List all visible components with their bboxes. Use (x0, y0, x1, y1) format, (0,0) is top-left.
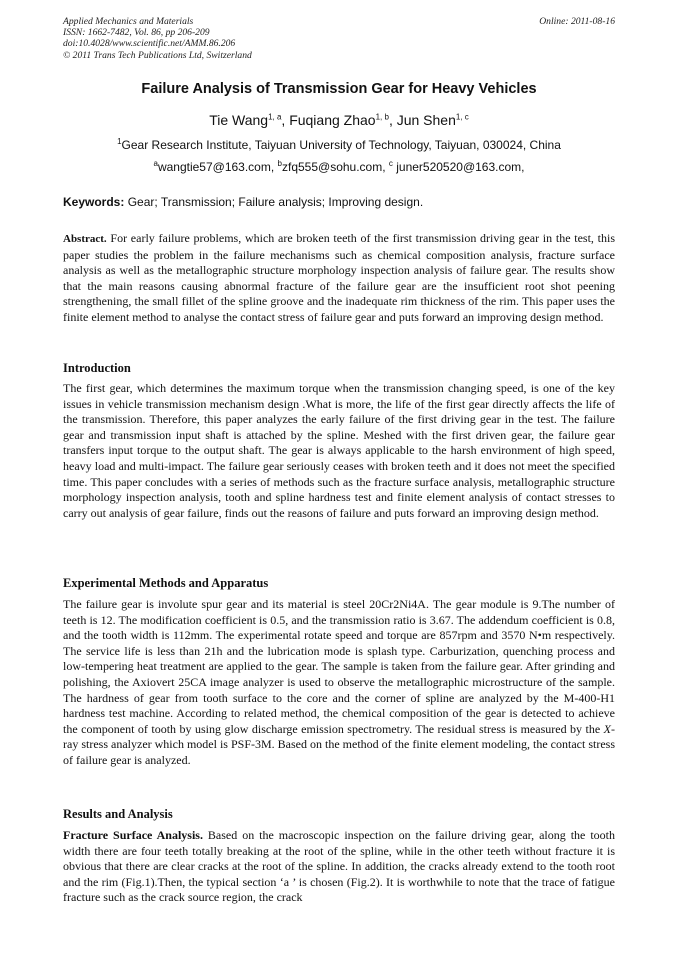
email-address: zfq555@sohu.com, (281, 160, 389, 174)
email-list (0, 160, 678, 174)
results-body (63, 828, 615, 906)
experimental-text: -ray stress analyzer which model is PSF-3M. Based on the method of the finite element modeling, the contact stress of failure gear is analyzed. (63, 721, 615, 767)
results-heading: Results and Analysis (63, 807, 173, 821)
fracture-subheading: Fracture Surface Analysis. (63, 828, 203, 842)
results-text: Based on the macroscopic inspection on the failure driving gear, along the tooth width there are four teeth totally breaking at the root of the spline, while in the other teeth without fracture it is obvious that there are clear cracks at the root of the spline. In addition, the cracks already extend to the tooth root and the rim (Fig.1).Then, the typical section ‘a ’ is chosen (Fig.2). It is worthwhile to note that the trace of fatigue fracture such as the crack source region, the crack (63, 828, 615, 905)
copyright-line: © 2011 Trans Tech Publications Ltd, Switzerland (63, 49, 252, 61)
introduction-heading: Introduction (63, 361, 131, 375)
paper-title: Failure Analysis of Transmission Gear for Heavy Vehicles (141, 81, 537, 97)
email-mark: a (153, 159, 158, 168)
author-name: Tie Wang (209, 112, 269, 128)
issn-line: ISSN: 1662-7482, Vol. 86, pp 206-209 (63, 27, 210, 39)
author-separator: , (388, 112, 397, 128)
experimental-heading: Experimental Methods and Apparatus (63, 576, 269, 590)
author-separator: , (281, 112, 290, 128)
author-affil-mark: 1, a (268, 112, 282, 122)
online-date: Online: 2011-08-16 (539, 16, 615, 27)
keywords-label: Keywords: (63, 195, 125, 209)
email-address: wangtie57@163.com, (157, 160, 278, 174)
email-address: juner520520@163.com, (392, 160, 525, 174)
experimental-text: The failure gear is involute spur gear and its material is steel 20Cr2Ni4A. The gear module is 9.The number of teeth is 12. The modification coefficient is 0.5, and the transmission ratio is 3.67. The addendum coefficient is 0.8, and the tooth width is 112mm. The experimental rotate speed and torque are 857rpm and 3570 N•m respectively. The service life is less than 21h and the lubrication mode is splash type. Carburization, quenching process and low-tempering heat treatment are applied to the gear. The sample is taken from the failure gear. After grinding and polishing, the Axiovert 25CA image analyzer is used to observe the metallographic microstructure of the sample. The hardness of gear from tooth surface to the core and the corner of spline are analyzed by the M-400-H1 hardness test machine. According to related method, the chemical composition of the gear is detected to achieve the component of tooth by using glow discharge emission spectrometry. The residual stress is measured by the (63, 597, 615, 736)
abstract (63, 231, 615, 326)
experimental-italic-x: X (603, 721, 611, 736)
journal-header (63, 16, 252, 61)
author-affil-mark: 1, c (455, 112, 469, 122)
experimental-body (63, 597, 615, 769)
author-name: Fuqiang Zhao (289, 112, 376, 128)
author-name: Jun Shen (396, 112, 456, 128)
journal-name: Applied Mechanics and Materials (63, 16, 194, 27)
affiliation-text: Gear Research Institute, Taiyuan University of Technology, Taiyuan, 030024, China (121, 138, 561, 152)
affiliation-mark: 1 (117, 137, 122, 146)
email-mark: c (388, 159, 393, 168)
doi-line: doi:10.4028/www.scientific.net/AMM.86.206 (63, 38, 236, 50)
abstract-text: For early failure problems, which are broken teeth of the first transmission driving gear in the test, this paper studies the problem in the failure mechanisms such as chemical composition analysis, fracture surface analysis as well as the metallographic structure morphology inspection analysis of failure gear. The results show that the main reasons causing abnormal fracture of the failure gear are the insufficient root shot peening strengthening, the small fillet of the spline groove and the inadequate rim thickness of the rim. This paper uses the finite element method to analyse the contact stress of failure gear and puts forward an improving design method. (63, 231, 615, 324)
abstract-label: Abstract. (63, 233, 107, 245)
affiliation (0, 138, 678, 152)
email-mark: b (277, 159, 282, 168)
author-affil-mark: 1, b (375, 112, 389, 122)
keywords-text: Gear; Transmission; Failure analysis; Improving design. (124, 195, 424, 209)
keywords (63, 195, 615, 209)
introduction-body: The first gear, which determines the maximum torque when the transmission changing speed, is one of the key issues in vehicle transmission mechanism design .What is more, the life of the first gear directly affects the life of the transmission. Therefore, this paper analyzes the early failure of the first driving gear in the test. The failure gear and transmission input shaft is attached by the spline. Meshed with the first driven gear, the failure gear transfers input torque to the output shaft. The gear is always applicable to the harsh environment of high speed, heavy load and multi-impact. The failure gear seriously ceases with broken teeth and it does not meet the specified time. This paper concludes with a series of methods such as the fracture surface analysis, metallographic structure morphology inspection analysis, tooth and spline hardness test and finite element analysis of contact stresses to carry out analysis of gear failure, finds out the reasons of failure and puts forward an improving design method. (63, 381, 615, 520)
author-list (0, 112, 678, 128)
